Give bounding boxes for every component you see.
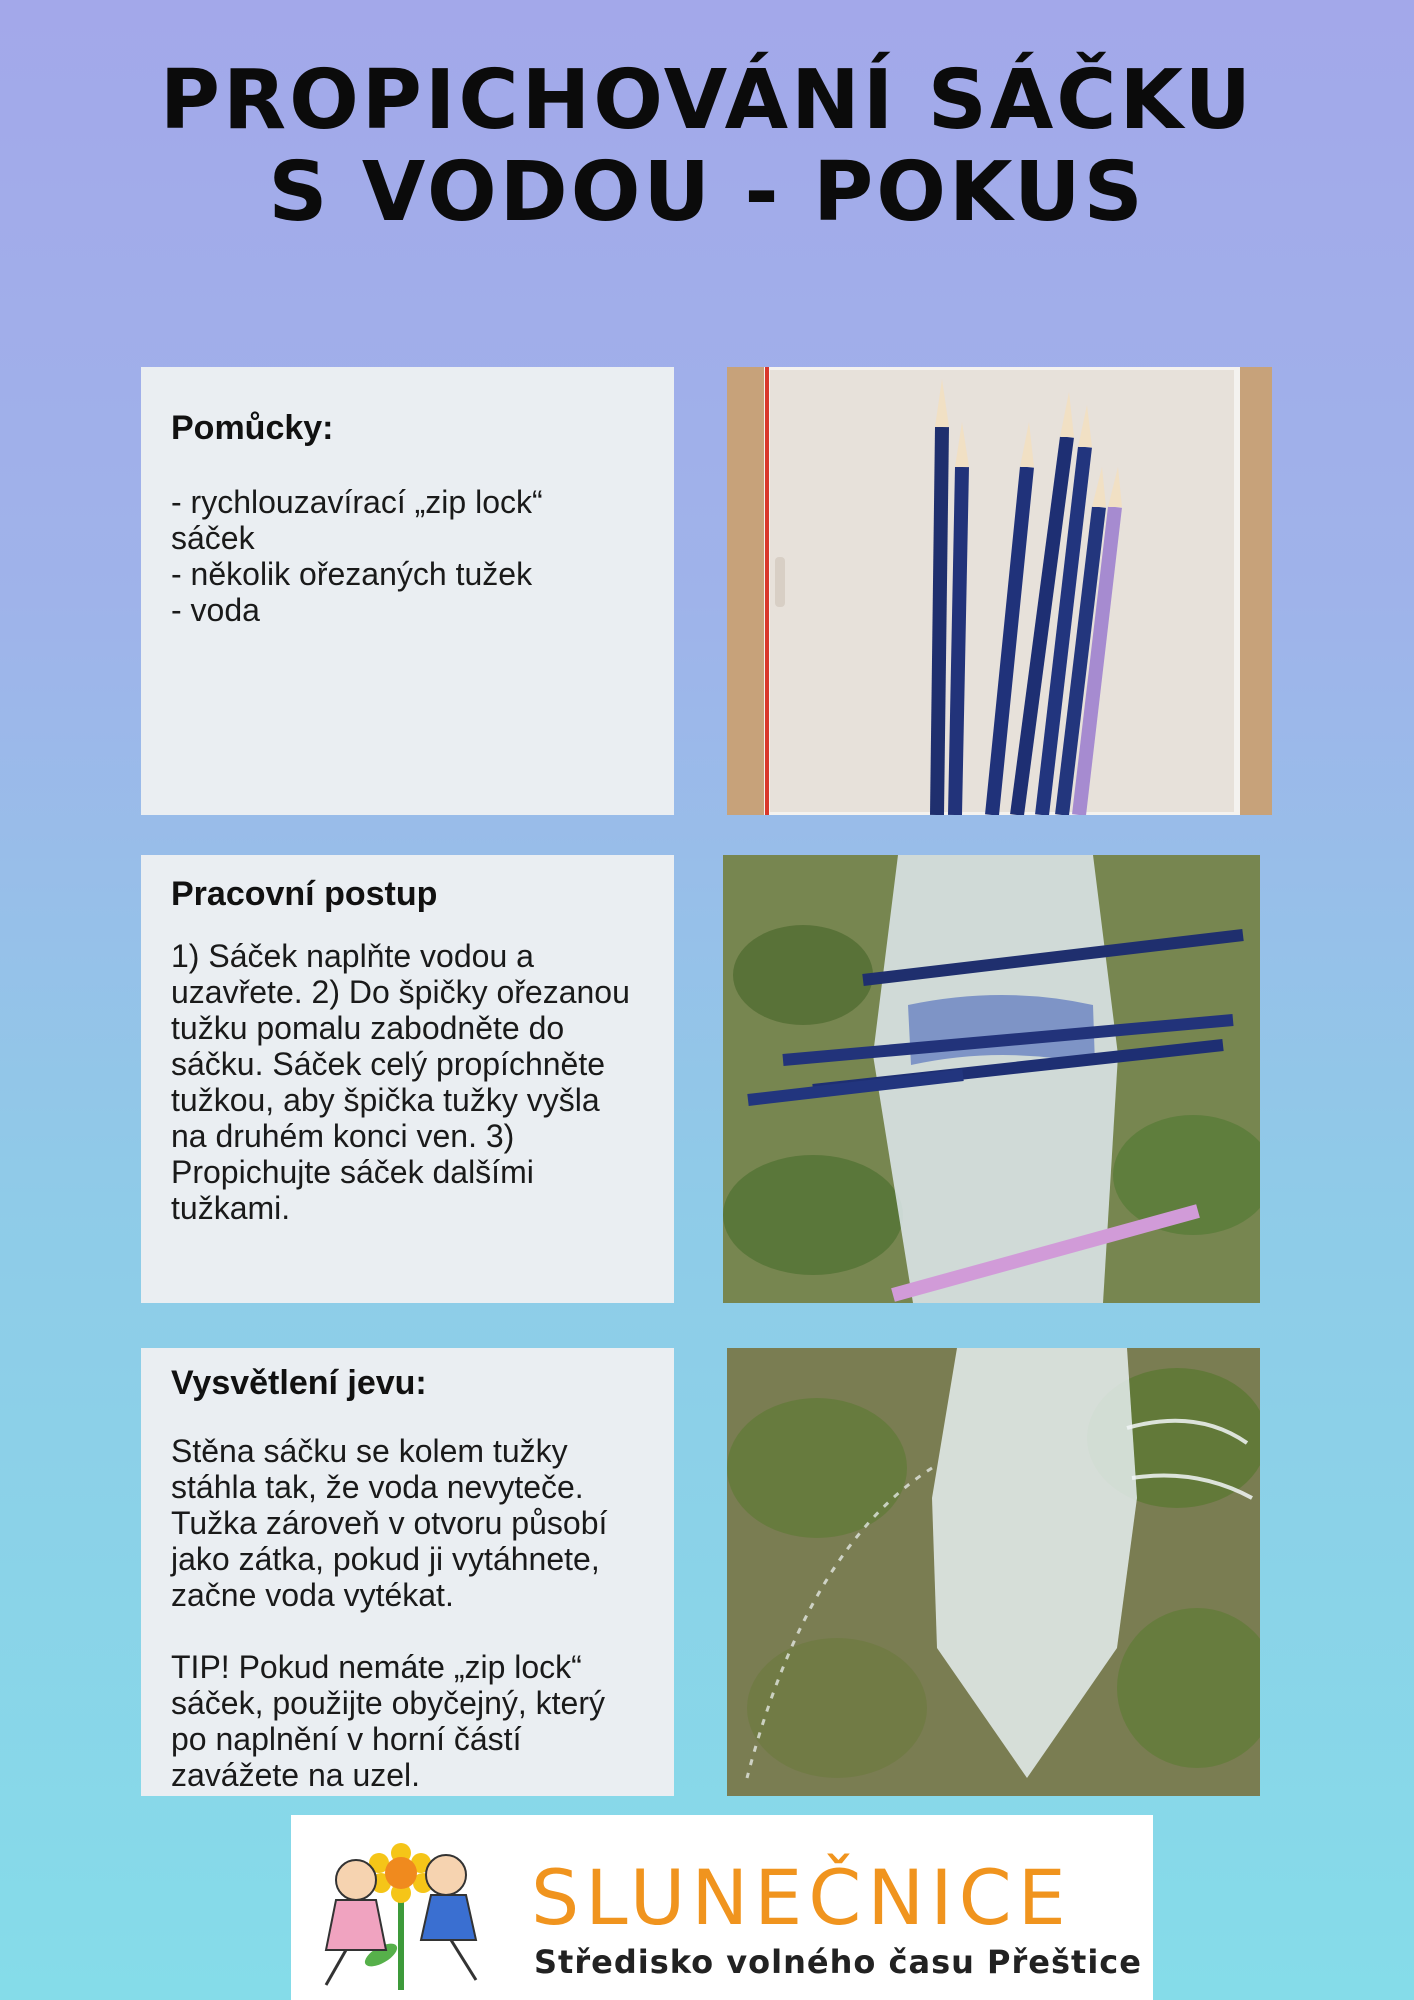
tools-item: - rychlouzavírací „zip lock“ sáček [171, 484, 543, 556]
sunflower-children-logo [301, 1825, 501, 1995]
explanation-heading: Vysvětlení jevu: [171, 1364, 427, 1402]
pencils-through-water-bag-photo [723, 855, 1260, 1303]
brand-subtitle: Středisko volného času Přeštice [534, 1943, 1142, 1981]
tools-item: - voda [171, 592, 260, 628]
explanation-tip: TIP! Pokud nemáte „zip lock“ sáček, použijte obyčejný, který po naplnění v horní částí zavážete na uzel. [171, 1649, 605, 1793]
page-title-line-1: PROPICHOVÁNÍ SÁČKU [159, 53, 1255, 148]
tools-list [171, 484, 634, 628]
water-leaking-bag-photo [727, 1348, 1260, 1796]
pencils-in-zip-bag-photo [727, 367, 1272, 815]
brand-name: SLUNEČNICE [531, 1853, 1072, 1942]
tools-item: - několik ořezaných tužek [171, 556, 533, 592]
procedure-card [141, 855, 674, 1303]
tools-card [141, 367, 674, 815]
procedure-text: 1) Sáček naplňte vodou a uzavřete. 2) Do špičky ořezanou tužku pomalu zabodněte do sáčku. Sáček celý propíchněte tužkou, aby špička tužky vyšla na druhém konci ven. 3) Propichujte sáček dalšími tužkami. [171, 938, 630, 1226]
tools-heading: Pomůcky: [171, 409, 334, 447]
footer-banner [291, 1815, 1153, 2000]
page-title-line-2: S VODOU - POKUS [268, 145, 1146, 240]
page-title [0, 55, 1414, 239]
procedure-heading: Pracovní postup [171, 875, 438, 913]
explanation-card [141, 1348, 674, 1796]
explanation-text: Stěna sáčku se kolem tužky stáhla tak, že voda nevyteče. Tužka zároveň v otvoru působí jako zátka, pokud ji vytáhnete, začne voda vytékat. [171, 1433, 608, 1613]
